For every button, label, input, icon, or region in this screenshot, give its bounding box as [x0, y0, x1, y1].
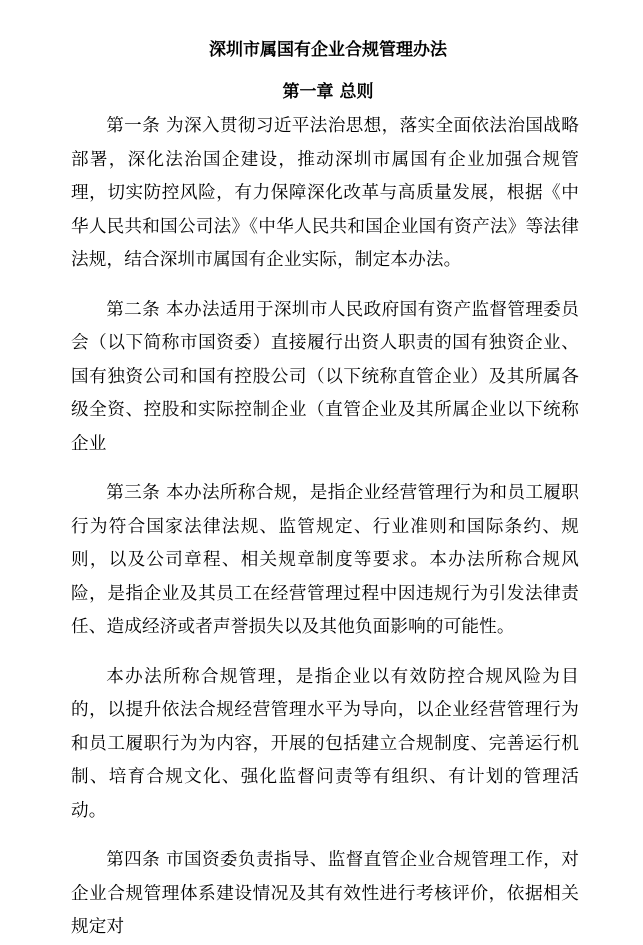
article-3-paragraph: 第三条 本办法所称合规，是指企业经营管理行为和员工履职行为符合国家法律法规、监管规定、行业准则和国际条约、规则，以及公司章程、相关规章制度等要求。本办法所称合规风险，是指企业及其员工在经营管理过程中因违规行为引发法律责任、造成经济或者声誉损失以及其他负面影响的可能性。: [71, 483, 579, 637]
article-1-paragraph: 第一条 为深入贯彻习近平法治思想，落实全面依法治国战略部署，深化法治国企建设，推动深圳市属国有企业加强合规管理，切实防控风险，有力保障深化改革与高质量发展，根据《中华人民共和国公司法》《中华人民共和国企业国有资产法》等法律法规，结合深圳市属国有企业实际，制定本办法。: [71, 116, 579, 270]
article-4-paragraph: 第四条 市国资委负责指导、监督直管企业合规管理工作，对企业合规管理体系建设情况及其有效性进行考核评价，依据相关规定对: [71, 850, 579, 937]
chapter-title: 第一章 总则: [282, 82, 374, 102]
document-title: 深圳市属国有企业合规管理办法: [209, 40, 447, 60]
article-2-paragraph: 第二条 本办法适用于深圳市人民政府国有资产监督管理委员会（以下简称市国资委）直接履行出资人职责的国有独资企业、国有独资公司和国有控股公司（以下统称直管企业）及其所属各级全资、控股和实际控制企业（直管企业及其所属企业以下统称企业: [71, 299, 579, 454]
compliance-management-definition-paragraph: 本办法所称合规管理，是指企业以有效防控合规风险为目的，以提升依法合规经营管理水平为导向，以企业经营管理行为和员工履职行为为内容，开展的包括建立合规制度、完善运行机制、培育合规文化、强化监督问责等有组织、有计划的管理活动。: [71, 666, 579, 821]
